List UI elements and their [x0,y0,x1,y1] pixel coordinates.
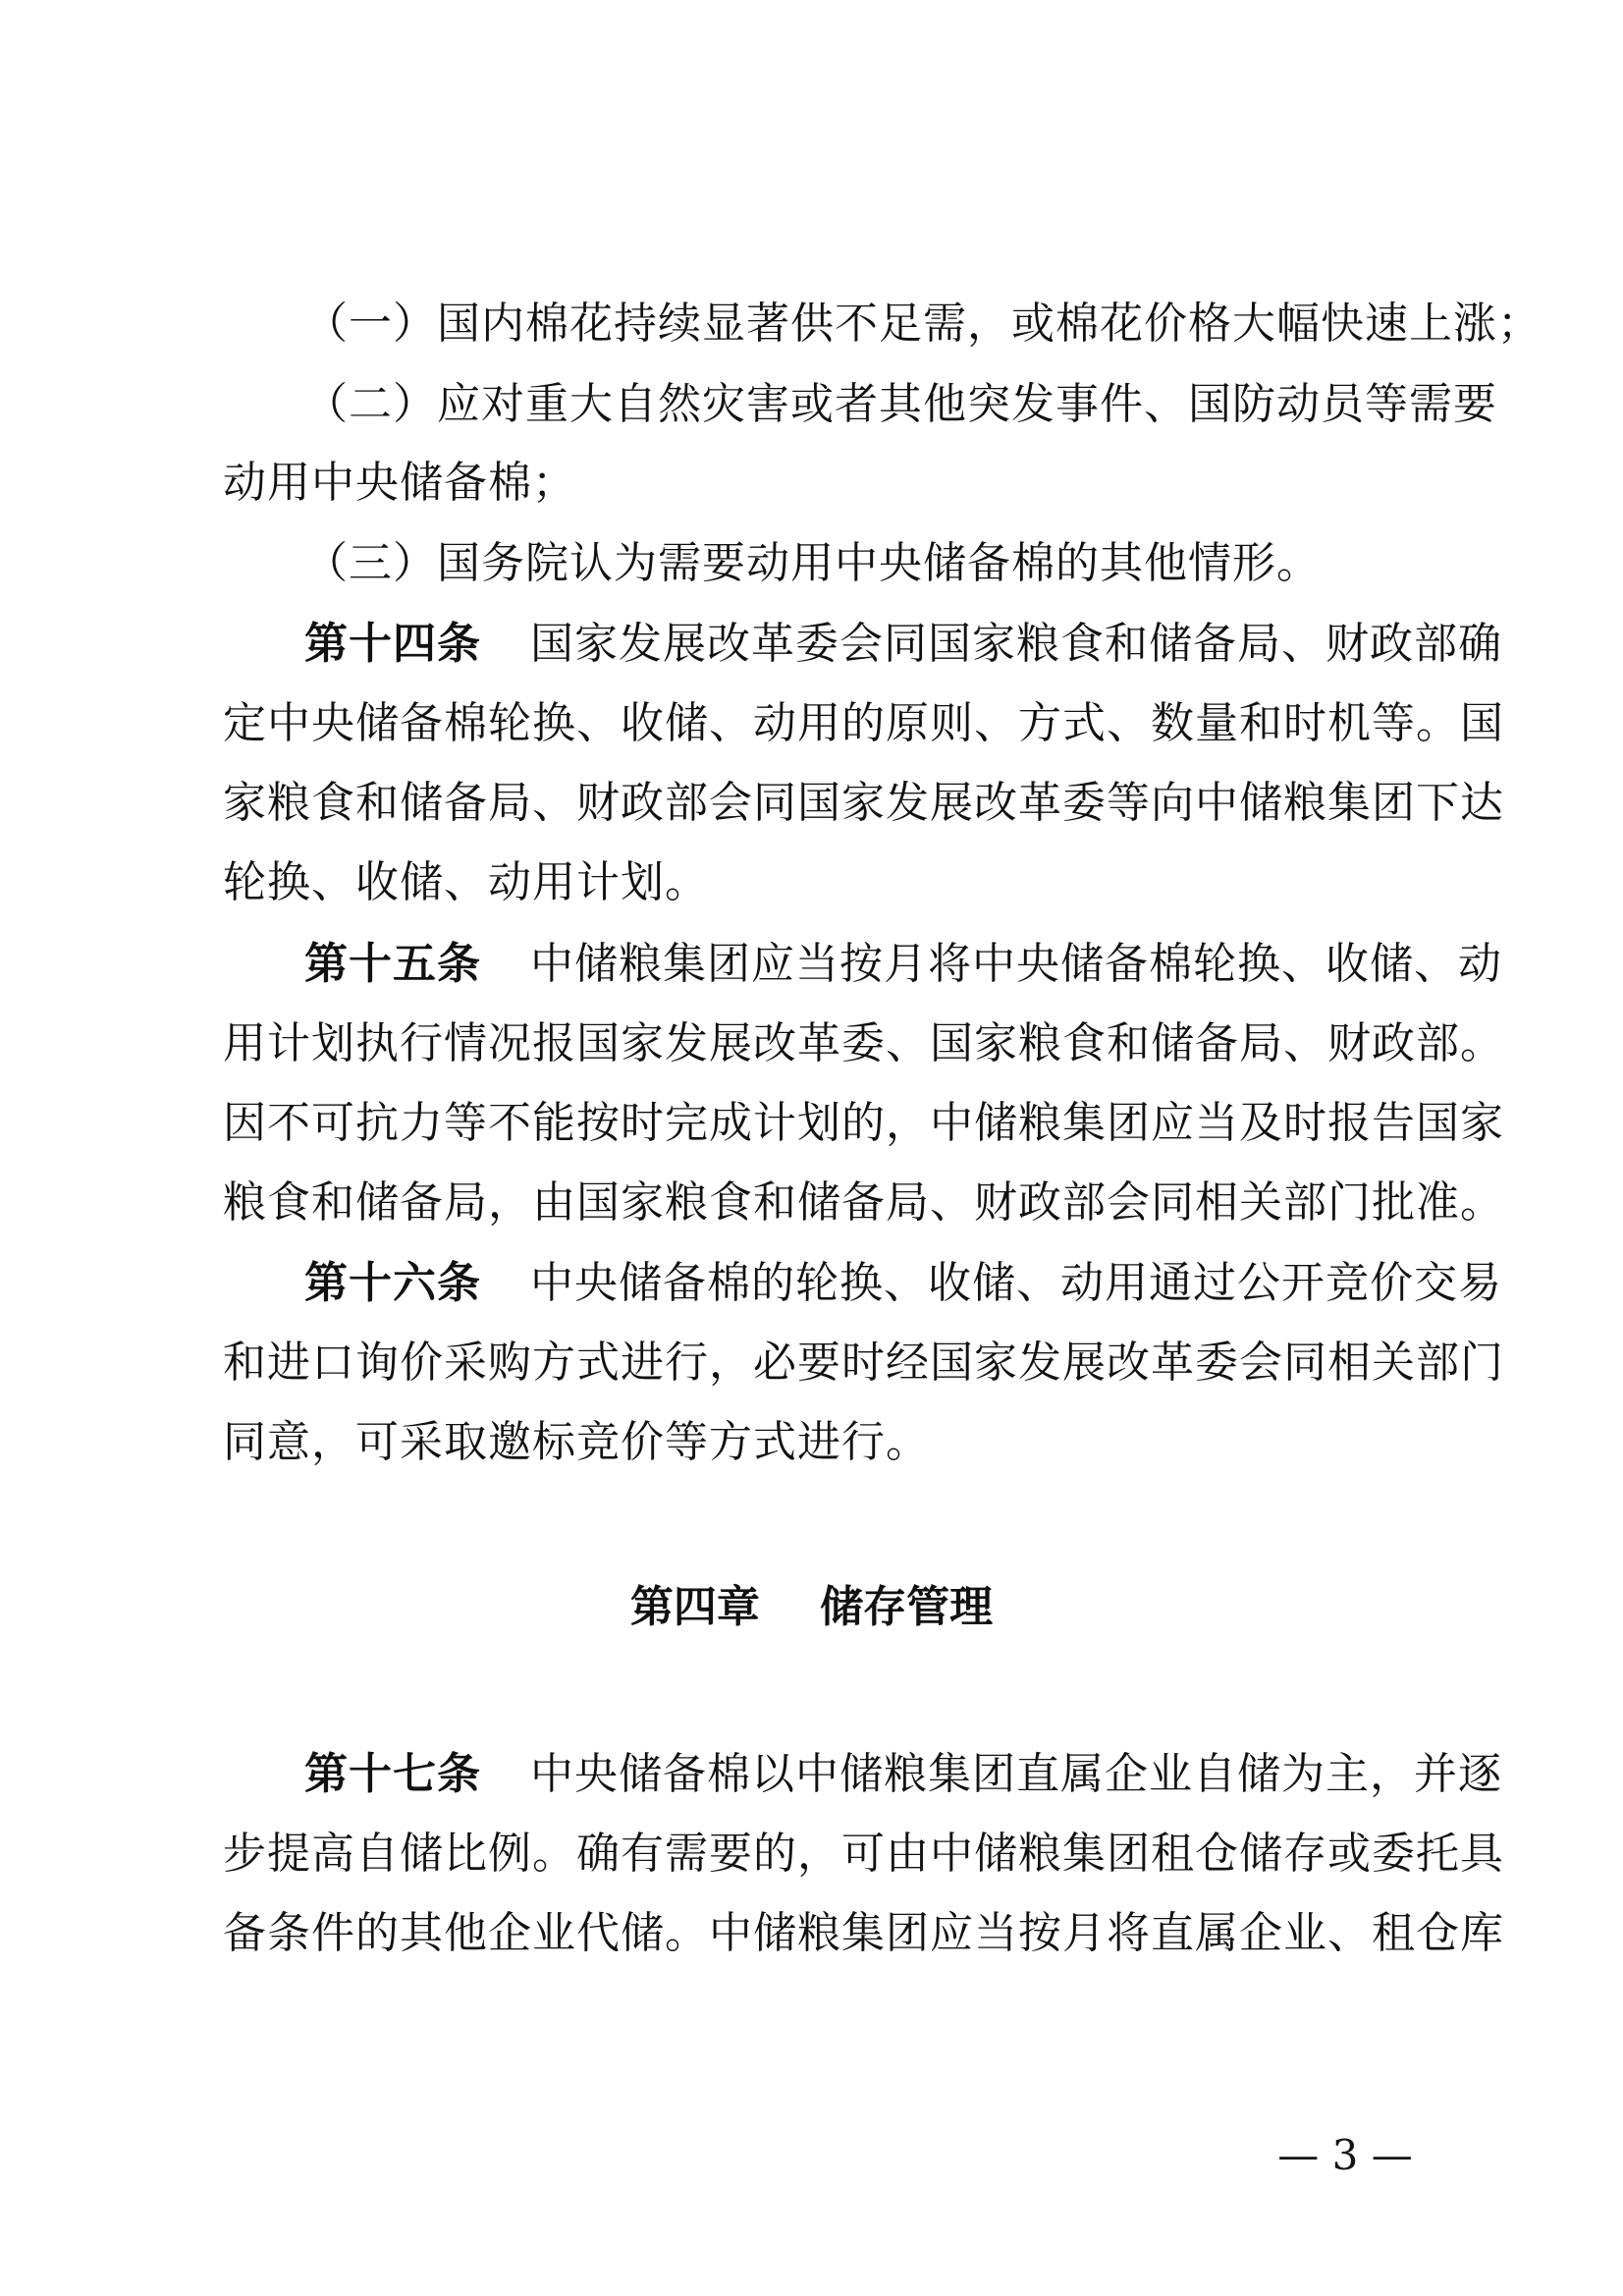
list-item-continuation: 动用中央储备棉； [223,458,576,508]
chapter-heading [0,1578,1623,1637]
chapter-title: 储存管理 [820,1582,994,1632]
article-text: 中储粮集团应当按月将中央储备棉轮换、收储、动 [530,939,1502,989]
article-15-line [304,935,1502,994]
article-text-line: 家粮食和储备局、财政部会同国家发展改革委等向中储粮集团下达 [223,778,1504,828]
article-text: 中央储备棉的轮换、收储、动用通过公开竞价交易 [530,1258,1502,1308]
article-text: 中央储备棉以中储粮集团直属企业自储为主，并逐 [530,1749,1502,1799]
article-text-line: 备条件的其他企业代储。中储粮集团应当按月将直属企业、租仓库 [223,1908,1504,1958]
page-number: — 3 — [1277,2131,1413,2179]
article-text: 国家发展改革委会同国家粮食和储备局、财政部确 [530,619,1502,669]
article-text-line: 同意，可采取邀标竞价等方式进行。 [223,1417,930,1467]
list-item: （一）国内棉花持续显著供不足需，或棉花价格大幅快速上涨； [304,299,1542,349]
article-text-line: 粮食和储备局，由国家粮食和储备局、财政部会同相关部门批准。 [223,1177,1504,1228]
list-item: （三）国务院认为需要动用中央储备棉的其他情形。 [304,538,1321,588]
article-label: 第十五条 [304,939,481,989]
article-label: 第十六条 [304,1258,481,1308]
list-item: （二）应对重大自然灾害或者其他突发事件、国防动员等需要 [304,379,1497,429]
chapter-number: 第四章 [629,1582,760,1632]
article-text-line: 轮换、收储、动用计划。 [223,857,709,907]
article-text-line: 定中央储备棉轮换、收储、动用的原则、方式、数量和时机等。国 [223,698,1504,748]
article-text-line: 用计划执行情况报国家发展改革委、国家粮食和储备局、财政部。 [223,1018,1504,1068]
article-16-line [304,1254,1502,1313]
article-text-line: 因不可抗力等不能按时完成计划的，中储粮集团应当及时报告国家 [223,1098,1504,1148]
article-14-line [304,615,1502,674]
article-label: 第十四条 [304,619,481,669]
article-text-line: 和进口询价采购方式进行，必要时经国家发展改革委会同相关部门 [223,1338,1504,1388]
article-17-line [304,1745,1502,1804]
article-label: 第十七条 [304,1749,481,1799]
article-text-line: 步提高自储比例。确有需要的，可由中储粮集团租仓储存或委托具 [223,1829,1504,1879]
